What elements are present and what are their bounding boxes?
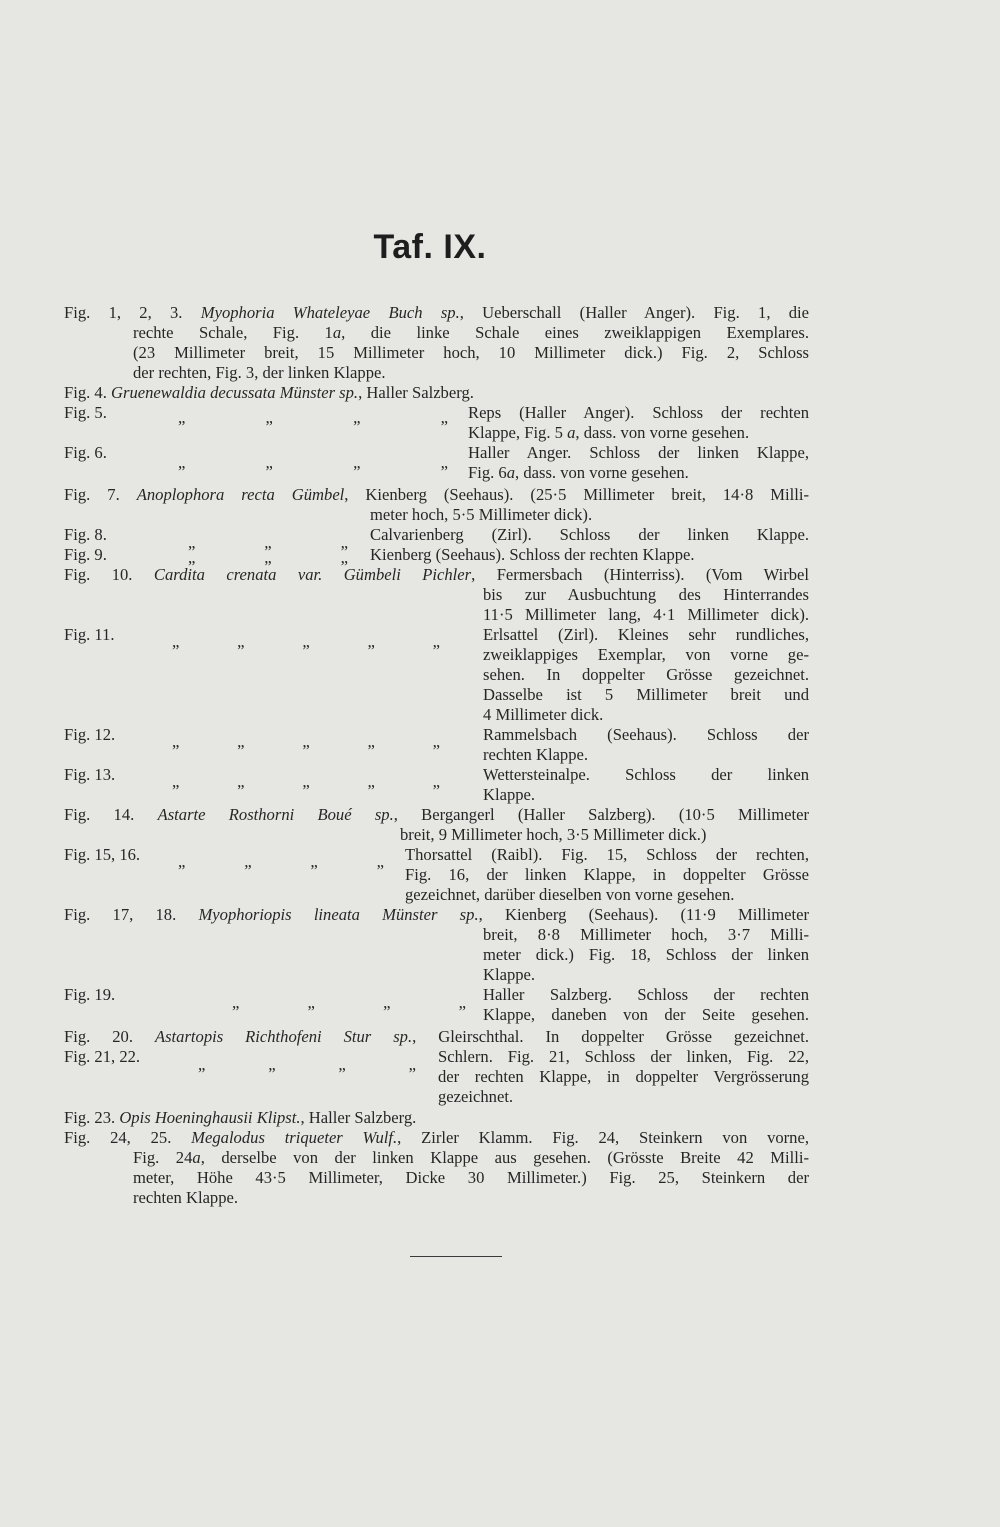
text-line: Haller Salzberg. Schloss der rechten: [483, 985, 809, 1004]
text-line: Fig. 19.: [64, 985, 116, 1004]
text-line: „ „ „: [188, 548, 348, 567]
text-line: Thorsattel (Raibl). Fig. 15, Schloss der rechten,: [405, 845, 809, 864]
text-line: meter, Höhe 43·5 Millimeter, Dicke 30 Millimeter.) Fig. 25, Steinkern der: [133, 1168, 809, 1187]
text-line: „ „ „ „: [232, 993, 466, 1012]
text-line: 4 Millimeter dick.: [483, 705, 604, 724]
text-line: Kienberg (Seehaus). Schloss der rechten Klappe.: [370, 545, 695, 564]
text-line: Fig. 10. Cardita crenata var. Gümbeli Pichler, Fermersbach (Hinterriss). (Vom Wirbel: [64, 565, 810, 584]
text-line: „ „ „ „ „: [172, 732, 440, 751]
text-line: Fig. 24, 25. Megalodus triqueter Wulf., Zirler Klamm. Fig. 24, Steinkern von vorne,: [64, 1128, 809, 1147]
text-line: meter hoch, 5·5 Millimeter dick).: [370, 505, 593, 524]
text-line: Klappe, daneben von der Seite gesehen.: [483, 1005, 809, 1024]
closing-rule: [410, 1256, 502, 1257]
text-line: (23 Millimeter breit, 15 Millimeter hoch, 10 Millimeter dick.) Fig. 2, Schloss: [133, 343, 809, 362]
text-line: rechte Schale, Fig. 1a, die linke Schale eines zweiklappigen Exemplares.: [133, 323, 809, 342]
text-line: Fig. 14. Astarte Rosthorni Boué sp., Bergangerl (Haller Salzberg). (10·5 Millimeter: [64, 805, 809, 824]
text-line: „ „ „ „: [178, 852, 384, 871]
text-line: Fig. 15, 16.: [64, 845, 141, 864]
text-line: 11·5 Millimeter lang, 4·1 Millimeter dick).: [483, 605, 809, 624]
text-line: breit, 9 Millimeter hoch, 3·5 Millimeter dick.): [400, 825, 707, 844]
text-line: Wettersteinalpe. Schloss der linken: [483, 765, 809, 784]
text-line: Fig. 12.: [64, 725, 116, 744]
text-line: Fig. 23. Opis Hoeninghausii Klipst., Haller Salzberg.: [64, 1108, 417, 1127]
text-line: „ „ „ „ „: [172, 772, 440, 791]
text-line: Fig. 8.: [64, 525, 107, 544]
text-line: Calvarienberg (Zirl). Schloss der linken Klappe.: [370, 525, 809, 544]
text-line: Fig. 7. Anoplophora recta Gümbel, Kienberg (Seehaus). (25·5 Millimeter breit, 14·8 Milli-: [64, 485, 809, 504]
text-line: der rechten Klappe, in doppelter Vergrösserung: [438, 1067, 809, 1086]
text-line: Fig. 6a, dass. von vorne gesehen.: [468, 463, 689, 482]
text-line: Reps (Haller Anger). Schloss der rechten: [468, 403, 809, 422]
text-line: Fig. 20. Astartopis Richthofeni Stur sp., Gleirschthal. In doppelter Grösse gezeichnet.: [64, 1027, 809, 1046]
text-line: Fig. 17, 18. Myophoriopis lineata Münster sp., Kienberg (Seehaus). (11·9 Millimeter: [64, 905, 809, 924]
text-line: Klappe.: [483, 785, 536, 804]
text-line: meter dick.) Fig. 18, Schloss der linken: [483, 945, 809, 964]
text-line: Fig. 11.: [64, 625, 115, 644]
text-line: Fig. 4. Gruenewaldia decussata Münster sp., Haller Salzberg.: [64, 383, 474, 402]
text-line: Fig. 9.: [64, 545, 107, 564]
text-line: „ „ „: [188, 533, 348, 552]
text-line: zweiklappiges Exemplar, von vorne ge-: [483, 645, 809, 664]
text-line: gezeichnet, darüber dieselben von vorne gesehen.: [405, 885, 735, 904]
text-line: „ „ „ „: [178, 408, 448, 427]
text-line: sehen. In doppelter Grösse gezeichnet.: [483, 665, 809, 684]
text-line: Fig. 24a, derselbe von der linken Klappe aus gesehen. (Grösste Breite 42 Milli-: [133, 1148, 809, 1167]
text-line: Fig. 1, 2, 3. Myophoria Whateleyae Buch sp., Ueberschall (Haller Anger). Fig. 1, die: [64, 303, 810, 322]
text-line: bis zur Ausbuchtung des Hinterrandes: [483, 585, 809, 604]
text-line: „ „ „ „: [198, 1055, 416, 1074]
text-line: Haller Anger. Schloss der linken Klappe,: [468, 443, 809, 462]
text-line: rechten Klappe.: [483, 745, 589, 764]
text-line: Fig. 21, 22.: [64, 1047, 141, 1066]
text-line: Erlsattel (Zirl). Kleines sehr rundliches,: [483, 625, 809, 644]
text-line: „ „ „ „: [178, 453, 448, 472]
text-line: der rechten, Fig. 3, der linken Klappe.: [133, 363, 386, 382]
text-line: Klappe.: [483, 965, 536, 984]
text-line: Fig. 13.: [64, 765, 116, 784]
text-line: Schlern. Fig. 21, Schloss der linken, Fig. 22,: [438, 1047, 809, 1066]
text-line: breit, 8·8 Millimeter hoch, 3·7 Milli-: [483, 925, 809, 944]
text-line: Klappe, Fig. 5 a, dass. von vorne gesehen.: [468, 423, 750, 442]
text-line: Fig. 5.: [64, 403, 107, 422]
text-line: Fig. 6.: [64, 443, 107, 462]
text-line: gezeichnet.: [438, 1087, 514, 1106]
text-line: Fig. 16, der linken Klappe, in doppelter Grösse: [405, 865, 809, 884]
text-line: Dasselbe ist 5 Millimeter breit und: [483, 685, 809, 704]
text-line: Rammelsbach (Seehaus). Schloss der: [483, 725, 809, 744]
text-line: rechten Klappe.: [133, 1188, 239, 1207]
text-line: „ „ „ „ „: [172, 632, 440, 651]
plate-title: Taf. IX.: [373, 228, 487, 266]
